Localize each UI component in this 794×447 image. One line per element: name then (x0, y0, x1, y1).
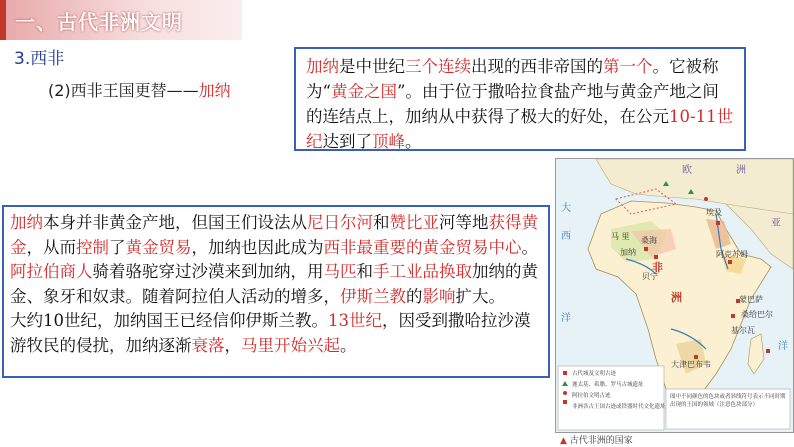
body-text: ， (224, 335, 241, 355)
highlight-text: 第一个 (603, 57, 653, 76)
map-label-africa: 非 (652, 261, 663, 274)
body-text: 河等地 (439, 213, 489, 232)
africa-map (555, 158, 794, 433)
body-text: 。 (340, 335, 357, 355)
body-text: ，加纳也因此成为 (191, 237, 324, 257)
highlight-text: 获得黄金 (10, 213, 538, 257)
body-text: 。 (521, 237, 538, 257)
body-text: 大约10世纪，加纳国王已经信仰伊斯兰教。 (10, 311, 328, 330)
subsection-highlight: 加纳 (198, 81, 231, 100)
title-accent (0, 0, 6, 40)
ghana-gold-trade-textbox (2, 205, 550, 378)
legend-circle-icon (563, 391, 567, 395)
highlight-text: 衰落 (191, 335, 225, 355)
highlight-text: 马里开始兴起 (241, 335, 340, 355)
map-caption (560, 433, 633, 446)
highlight-text: 赞比亚 (389, 213, 439, 232)
map-label-mombasa: 蒙巴萨 (739, 295, 763, 304)
highlight-text: 三个连续 (405, 57, 471, 76)
map-legend-note: 图中不同颜色的色块或者斜线符号表示不同时期出现的王国的领域（注意色块部分） (670, 394, 786, 408)
map-label-asia: 亚 (771, 218, 781, 229)
highlight-text: 马匹 (323, 262, 357, 281)
highlight-text: 黄金之国 (330, 82, 397, 101)
map-label-benin: 贝宁 (642, 272, 658, 281)
body-text: ”。由于位于撒哈拉食盐产地与黄金产地之间的连结点上，加纳从中获得了极大的好处，在公元 (306, 82, 719, 126)
body-text: 本身并非黄金产地，但国王们设法从 (43, 213, 307, 232)
highlight-text: 手工业品换取 (373, 262, 472, 281)
body-text: 出现的西非帝国的 (471, 57, 603, 76)
map-label-europe-2: 洲 (736, 165, 746, 176)
highlight-text: 13世纪 (328, 311, 382, 330)
body-text: 了 (109, 237, 126, 257)
legend-square-icon (563, 371, 567, 375)
map-label-europe: 欧 (682, 165, 692, 176)
legend-square-icon (563, 400, 567, 404)
highlight-text: 顶峰 (372, 132, 405, 151)
highlight-text: 尼日尔河 (307, 213, 373, 232)
highlight-text: 加纳 (10, 213, 43, 232)
subsection-heading (48, 78, 231, 101)
body-text: 。 (405, 132, 422, 151)
map-legend (572, 369, 666, 413)
map-label-aksum: 阿克苏姆 (716, 250, 748, 259)
highlight-text: 西非最重要的黄金贸易中心 (323, 237, 522, 257)
highlight-text: 伊斯兰教 (340, 286, 406, 306)
triangle-icon: ▲ (560, 436, 567, 446)
highlight-text: 黄金贸易 (125, 237, 192, 257)
ghana-intro-textbox (294, 47, 746, 151)
legend-item: 阿拉伯文明古迹 (572, 393, 611, 399)
map-label-africa-2: 洲 (671, 291, 682, 304)
body-text: 骑着骆驼穿过沙漠来到加纳，用 (92, 262, 324, 281)
highlight-text: 影响 (422, 286, 456, 306)
subsection-prefix: (2)西非王国更替—— (48, 81, 199, 100)
body-text: 的 (406, 286, 423, 306)
map-label-atlantic-3: 洋 (561, 313, 571, 324)
highlight-text: 加纳 (306, 57, 339, 76)
body-text: 达到了 (322, 132, 372, 151)
map-label-songhai: 桑海 (641, 236, 657, 245)
legend-item: 迦太基、希腊、罗马古城遗址 (572, 382, 644, 388)
map-label-zanzibar: 桑给巴尔 (741, 310, 773, 319)
body-text: 扩大。 (455, 286, 505, 306)
body-text: ，从而 (26, 237, 76, 257)
map-label-indian: 洋 (778, 341, 788, 352)
map-label-atlantic-2: 西 (561, 231, 571, 242)
highlight-text: 10-11世纪 (306, 107, 734, 151)
map-label-mali: 马 里 (611, 232, 630, 241)
title-bar (0, 0, 242, 40)
body-text: 和 (356, 262, 373, 281)
highlight-text: 阿拉伯商人 (10, 262, 93, 281)
legend-item: 非洲各古王国古迹或铁器时代文化遗址 (572, 404, 666, 410)
section-heading: 3.西非 (14, 49, 65, 69)
page-title: 一、古代非洲文明 (15, 10, 183, 34)
legend-item: 古代城及文明古迹 (572, 371, 617, 377)
map-label-ghana: 加纳 (620, 248, 636, 257)
map-label-atlantic: 大 (561, 203, 571, 214)
map-label-zimbabwe: 大津巴布韦 (671, 360, 711, 369)
body-text: 和 (373, 213, 390, 232)
body-text: 是中世纪 (339, 57, 405, 76)
body-text: 加纳的黄金、象牙和奴隶。随着阿拉伯人活动的增多， (10, 262, 538, 306)
body-text: ，因受到撒哈拉沙漠游牧民的侵扰，加纳逐渐 (10, 311, 531, 355)
highlight-text: 控制 (76, 237, 109, 257)
body-text: 。它被称为“ (306, 57, 719, 101)
map-label-egypt: 埃及 (706, 208, 722, 217)
map-caption-text: 古代非洲的国家 (569, 436, 633, 446)
map-label-kilwa: 基尔瓦 (731, 326, 755, 335)
